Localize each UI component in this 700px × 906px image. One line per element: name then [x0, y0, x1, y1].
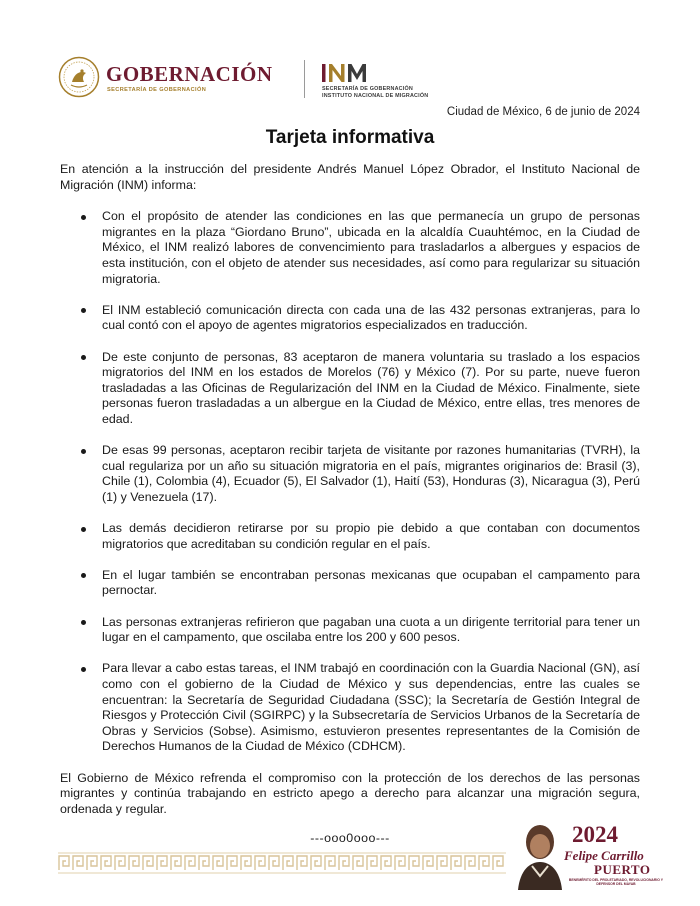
bullet-item: El INM estableció comunicación directa con cada una de las 432 personas extranjeras, para lo cual contó con el apoyo de agentes migratorios especializados en traducción.: [60, 303, 640, 334]
bullet-item: Con el propósito de atender las condiciones en las que permanecía un grupo de personas migrantes en la plaza “Giordano Bruno”, ubicada en la alcaldía Cuauhtémoc, en la Ciudad de México, el INM realizó labores de convencimiento para trasladarlos a albergues y espacios de esta institución, con el objeto de atender sus necesidades, así como para regularizar su situación migratoria.: [60, 209, 640, 287]
bullet-item: Las demás decidieron retirarse por su propio pie debido a que contaban con documentos migratorios que acreditaban su condición regular en el país.: [60, 521, 640, 552]
bullet-item: De este conjunto de personas, 83 aceptaron de manera voluntaria su traslado a los espacios migratorios del INM en los estados de Morelos (76) y México (7). Por su parte, nueve fueron trasladadas a las Oficinas de Regularización del INM en la Ciudad de México. Finalmente, siete personas fueron trasladadas a un albergue en la Ciudad de México, entre ellas, tres menores de edad.: [60, 350, 640, 428]
end-mark: ---ooo0ooo---: [310, 831, 390, 846]
document-body: [60, 162, 640, 847]
intro-paragraph: En atención a la instrucción del presidente Andrés Manuel López Obrador, el Instituto Nacional de Migración (INM) informa:: [60, 162, 640, 192]
bullet-list: [60, 209, 640, 755]
national-seal-icon: [58, 56, 100, 98]
inm-line-2: INSTITUTO NACIONAL DE MIGRACIÓN: [322, 93, 429, 99]
footer-year: 2024: [572, 822, 618, 847]
footer-tagline: BENEMÉRITO DEL PROLETARIADO, REVOLUCIONARIO Y DEFENSOR DEL MAYAB: [568, 878, 664, 886]
gobernacion-subtitle: SECRETARÍA DE GOBERNACIÓN: [107, 87, 207, 93]
closing-paragraph: El Gobierno de México refrenda el compromiso con la protección de los derechos de las personas migrantes y continúa trabajando en estricto apego a derecho para alcanzar una migración segura, ordenada y regular.: [60, 770, 640, 816]
inm-line-1: SECRETARÍA DE GOBERNACIÓN: [322, 86, 413, 92]
inm-logo-icon: [322, 62, 378, 84]
footer-puerto: PUERTO: [594, 862, 651, 877]
letterhead: [58, 54, 658, 104]
bullet-item: Para llevar a cabo estas tareas, el INM trabajó en coordinación con la Guardia Nacional (GN), así como con el gobierno de la Ciudad de México y sus dependencias, entre las cuales se encuentran: la Secretaría de Seguridad Ciudadana (SSC); la Secretaría de Gestión Integral de Riesgos y Protección Civil (SGIRPC) y la Subsecretaría de Servicios Urbanos de la Secretaría de Obras y Servicios (Sobse). Asimismo, estuvieron presentes representantes de la Comisión de Derechos Humanos de la Ciudad de México (CDHCM).: [60, 661, 640, 755]
decorative-footer-band: [58, 852, 506, 874]
bullet-item: Las personas extranjeras refirieron que pagaban una cuota a un dirigente territorial para tener un lugar en el campamento, que oscilaba entre los 200 y 600 pesos.: [60, 615, 640, 646]
header-divider: [304, 60, 305, 98]
document-title: Tarjeta informativa: [265, 127, 435, 148]
document-date: Ciudad de México, 6 de junio de 2024: [446, 106, 640, 118]
footer-name: Felipe Carrillo: [564, 848, 644, 863]
gobernacion-title: GOBERNACIÓN: [106, 62, 273, 86]
bullet-item: En el lugar también se encontraban personas mexicanas que ocupaban el campamento para pernoctar.: [60, 568, 640, 599]
bullet-item: De esas 99 personas, aceptaron recibir tarjeta de visitante por razones humanitarias (TVRH), la cual regulariza por un año su situación migratoria en el país, migrantes originarios de: Brasil (3), Chile (1), Colombia (4), Ecuador (5), El Salvador (1), Haití (53), Honduras (3), Nicaragua (3), Perú (1) y Venezuela (17).: [60, 443, 640, 505]
